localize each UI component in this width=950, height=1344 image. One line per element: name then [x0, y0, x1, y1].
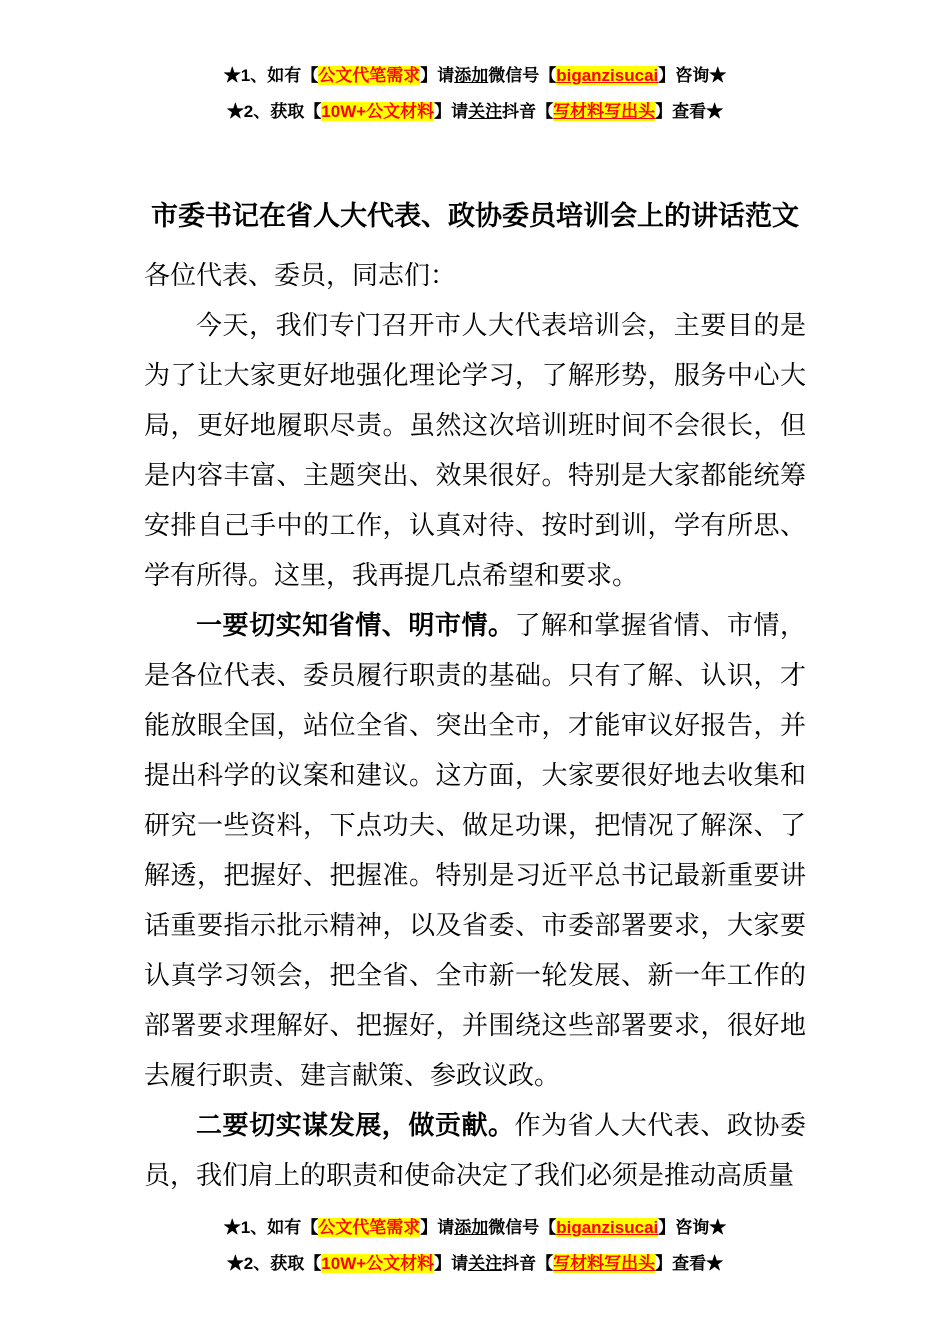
paragraph [144, 300, 806, 600]
promo-text: 】咨询★ [658, 66, 727, 85]
wechat-id: biganzisucai [556, 1218, 659, 1237]
paragraph [144, 600, 806, 1100]
promo-text: 微信号【 [488, 66, 557, 85]
footer-promo [0, 1210, 950, 1282]
promo-highlight-service: 公文代笔需求 [318, 1218, 421, 1237]
promo-underline-add: 添加 [454, 1218, 489, 1237]
promo-text: 】咨询★ [658, 1218, 727, 1237]
douyin-id: 写材料写出头 [553, 1254, 656, 1273]
promo-text: 】请 [420, 1218, 455, 1237]
header-promo-line-2 [0, 94, 950, 130]
promo-text: ★2、获取【 [226, 1254, 322, 1273]
promo-text: 】查看★ [655, 1254, 724, 1273]
promo-underline-add: 添加 [454, 66, 489, 85]
promo-text: ★2、获取【 [226, 102, 322, 121]
footer-promo-line-2 [0, 1246, 950, 1282]
paragraph-lead: 一要切实知省情、明市情。 [196, 610, 515, 640]
promo-text: 】请 [434, 102, 469, 121]
promo-highlight-materials: 10W+公文材料 [321, 1254, 435, 1273]
paragraph-lead: 二要切实谋发展，做贡献。 [196, 1110, 515, 1140]
document-body [144, 250, 806, 1200]
douyin-id: 写材料写出头 [553, 102, 656, 121]
promo-text: 】请 [420, 66, 455, 85]
paragraph-text: 了解和掌握省情、市情，是各位代表、委员履行职责的基础。只有了解、认识，才能放眼全国，站位全省、突出全市，才能审议好报告，并提出科学的议案和建议。这方面，大家要很好地去收集和研究一些资料，下点功夫、做足功课，把情况了解深、了解透，把握好、把握准。特别是习近平总书记最新重要讲话重要指示批示精神，以及省委、市委部署要求，大家要认真学习领会，把全省、全市新一轮发展、新一年工作的部署要求理解好、把握好，并围绕这些部署要求，很好地去履行职责、建言献策、参政议政。 [144, 610, 806, 1090]
document-content [144, 196, 806, 1200]
promo-underline-follow: 关注 [468, 102, 503, 121]
document-title: 市委书记在省人大代表、政协委员培训会上的讲话范文 [151, 201, 799, 231]
promo-text: 抖音【 [502, 1254, 554, 1273]
paragraph-text: 作为省人大代表、政协委员，我们肩上的职责和使命决定了我们必须是推动高质量 [144, 1110, 806, 1190]
promo-highlight-service: 公文代笔需求 [318, 66, 421, 85]
paragraph [144, 1100, 806, 1200]
paragraph-text: 今天，我们专门召开市人大代表培训会，主要目的是为了让大家更好地强化理论学习，了解形势，服务中心大局，更好地履职尽责。虽然这次培训班时间不会很长，但是内容丰富、主题突出、效果很好。特别是大家都能统筹安排自己手中的工作，认真对待、按时到训，学有所思、学有所得。这里，我再提几点希望和要求。 [144, 310, 806, 590]
salutation: 各位代表、委员，同志们： [144, 260, 457, 290]
header-promo-line-1 [0, 58, 950, 94]
wechat-id: biganzisucai [556, 66, 659, 85]
promo-text: ★1、如有【 [223, 1218, 319, 1237]
promo-text: ★1、如有【 [223, 66, 319, 85]
footer-promo-line-1 [0, 1210, 950, 1246]
promo-underline-follow: 关注 [468, 1254, 503, 1273]
header-promo [0, 58, 950, 130]
promo-text: 抖音【 [502, 102, 554, 121]
promo-text: 】请 [434, 1254, 469, 1273]
promo-text: 】查看★ [655, 102, 724, 121]
promo-text: 微信号【 [488, 1218, 557, 1237]
promo-highlight-materials: 10W+公文材料 [321, 102, 435, 121]
